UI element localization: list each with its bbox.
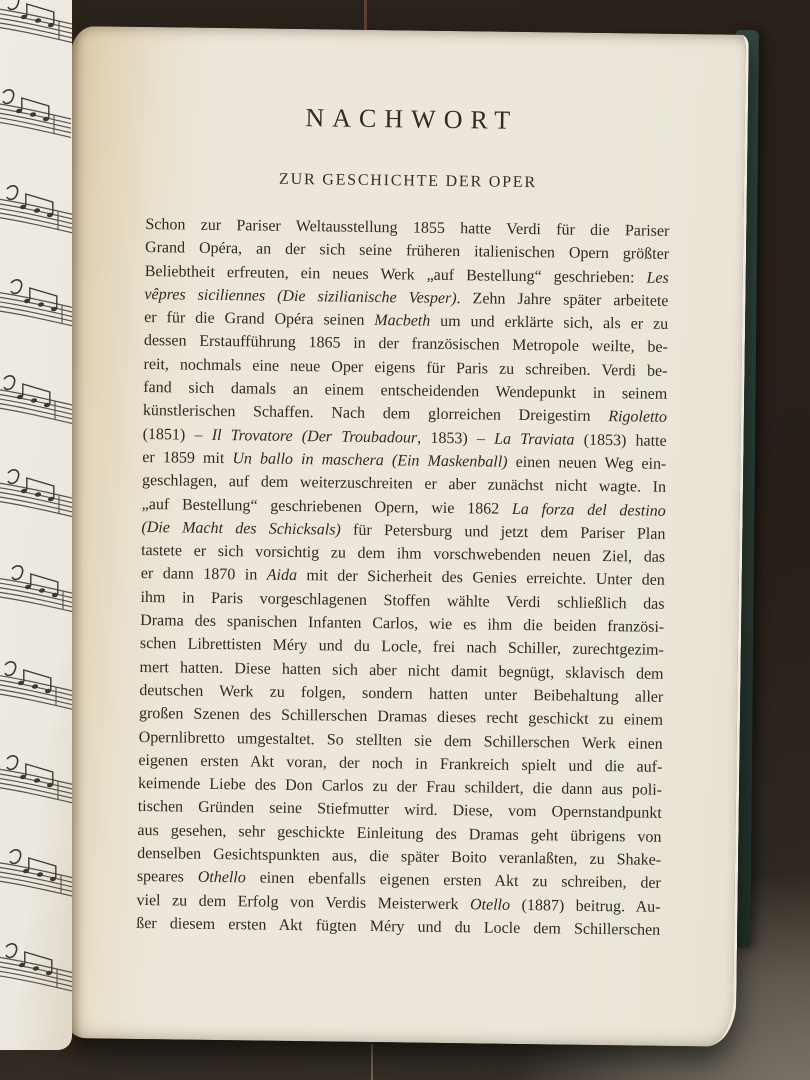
text-line: ihm in Paris vorgeschlagenen Stoffen wählte Verdi schließlich das <box>140 588 665 613</box>
text-line: dessen Erstaufführung 1865 in der französischen Metropole weilte, be- <box>143 332 668 357</box>
text-line: tastete er sich vorsichtig zu dem ihm vorschwebenden neuen Ziel, das <box>141 542 666 566</box>
text-line: künstlerischen Schaffen. Nach dem glorreichen Dreigestirn Rigoletto <box>142 402 668 427</box>
text-line: großen Szenen des Schillerschen Dramas dieses recht geschickt zu einem <box>138 705 664 730</box>
book-page <box>57 26 749 1047</box>
text-line: fand sich damals an einem entscheidenden Wendepunkt in seinem <box>143 379 668 403</box>
background-seam-bottom <box>371 1044 373 1080</box>
text-line: reit, nochmals eine neue Oper eigens für Paris zu schreiben. Verdi be- <box>143 355 668 380</box>
text-line: Opernlibretto umgestaltet. So stellten sie dem Schillerschen Werk einen <box>138 728 663 753</box>
text-line: denselben Gesichtspunkten aus, die später Boito veranlaßten, zu Shake- <box>137 844 662 869</box>
text-line: Beliebtheit erfreuten, ein neues Werk „auf Bestellung“ geschrieben: Les <box>144 262 669 287</box>
text-line: viel zu dem Erfolg von Verdis Meisterwerk Otello (1887) beitrug. Au- <box>136 891 661 916</box>
text-line: (Die Macht des Schicksals) für Petersburg und jetzt dem Pariser Plan <box>141 518 666 543</box>
text-line: Grand Opéra, an der sich seine früheren italienischen Opern größter <box>144 239 670 264</box>
text-line: er dann 1870 in Aida mit der Sicherheit des Genies erreichte. Unter den <box>140 565 665 590</box>
page-title: NACHWORT <box>305 103 519 135</box>
text-line: geschlagen, auf dem weiterzuschreiten er aber zunächst nicht wagte. In <box>141 472 667 497</box>
section-heading: ZUR GESCHICHTE DER OPER <box>278 170 538 192</box>
text-line: ßer diesem ersten Akt fügten Méry und du Locle dem Schillerschen <box>136 914 661 939</box>
text-line: Drama des spanischen Infanten Carlos, wie es ihm die beiden französi- <box>140 612 665 636</box>
text-line: vêpres siciliennes (Die sizilianische Vesper). Zehn Jahre später arbeitete <box>144 285 669 310</box>
text-line: deutschen Werk zu folgen, sondern hatten unter Beibehaltung aller <box>139 681 664 706</box>
text-line: keimende Liebe des Don Carlos zu der Frau schildert, die dann aus poli- <box>137 775 663 799</box>
body-text <box>136 213 669 942</box>
sheet-music-page <box>0 0 72 1050</box>
text-line: tischen Gründen seine Stiefmutter wird. Diese, vom Opernstandpunkt <box>137 798 662 823</box>
text-line: aus gesehen, sehr geschickte Einleitung des Dramas geht übrigens von <box>137 821 662 846</box>
text-line: schen Librettisten Méry und du Locle, frei nach Schiller, zurechtgezim- <box>139 635 664 660</box>
page-content <box>136 27 672 942</box>
text-line: Schon zur Pariser Weltausstellung 1855 hatte Verdi für die Pariser <box>145 216 670 240</box>
text-line: eigenen ersten Akt voran, der noch in Frankreich spielt und die auf- <box>138 751 663 776</box>
text-line: (1851) – Il Trovatore (Der Troubadour, 1853) – La Traviata (1853) hatte <box>142 425 667 450</box>
text-line: mert hatten. Diese hatten sich aber nicht damit begnügt, sklavisch dem <box>139 658 664 683</box>
sheet-music-notation <box>0 0 72 1050</box>
text-line: er für die Grand Opéra seinen Macbeth um und erklärte sich, als er zu <box>144 309 669 334</box>
text-line: „auf Bestellung“ geschriebenen Opern, wie 1862 La forza del destino <box>141 495 666 520</box>
text-line: er 1859 mit Un ballo in maschera (Ein Maskenball) einen neuen Weg ein- <box>142 448 667 473</box>
text-line: speares Othello einen ebenfalls eigenen ersten Akt zu schreiben, der <box>136 868 661 893</box>
